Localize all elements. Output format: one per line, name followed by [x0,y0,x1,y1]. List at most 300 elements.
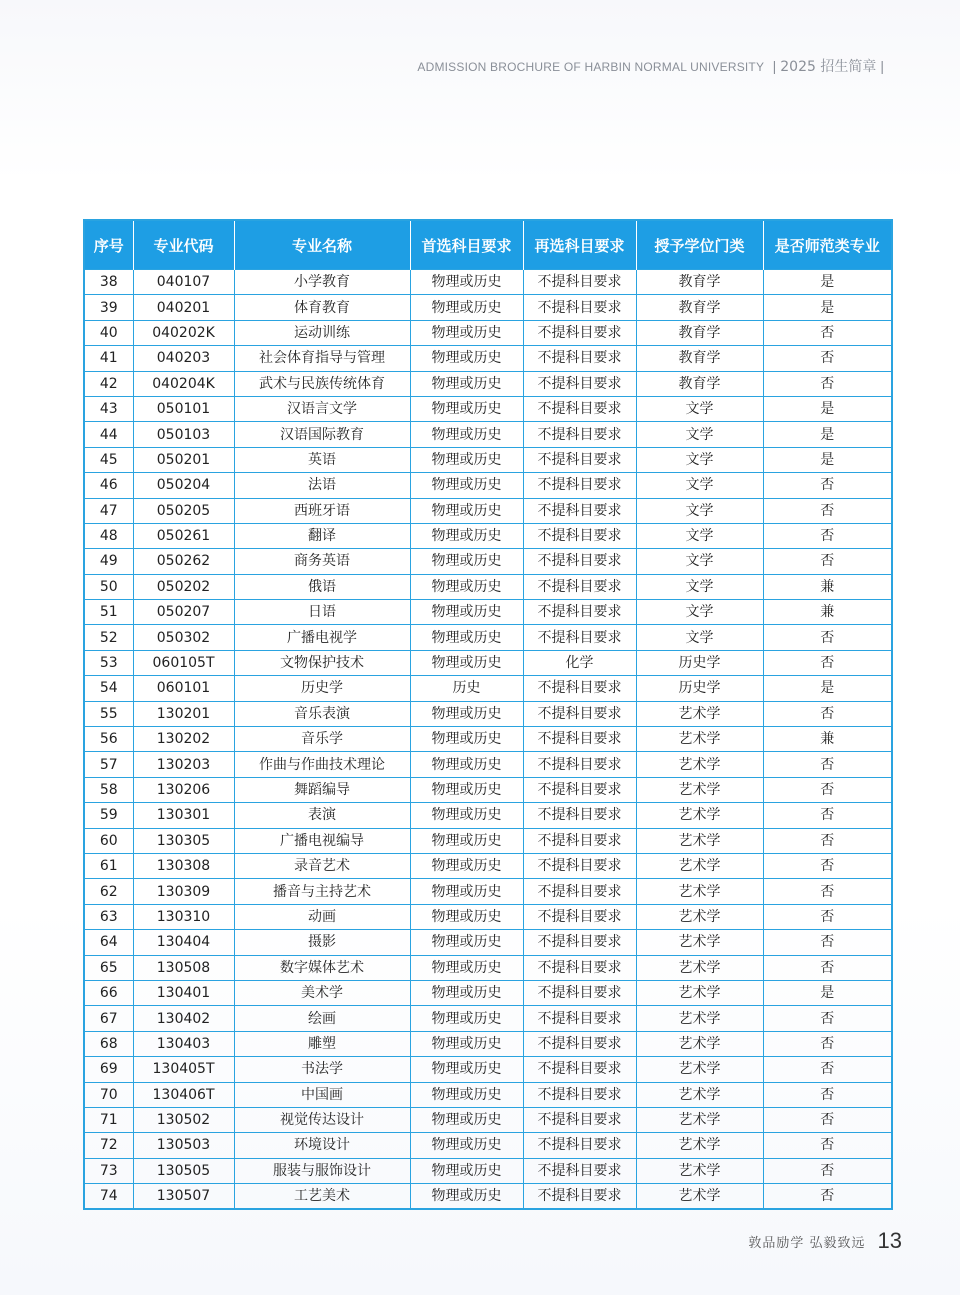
cell-col-degree: 艺术学 [636,853,763,878]
cell-col-major-code: 130310 [133,904,234,929]
cell-col-second-subject: 不提科目要求 [523,447,636,472]
cell-col-major-name: 文物保护技术 [234,650,410,675]
table-row [84,1082,892,1107]
cell-col-normal-major: 否 [763,701,892,726]
cell-col-serial: 43 [84,396,133,421]
cell-col-major-name: 运动训练 [234,320,410,345]
cell-col-normal-major: 是 [763,422,892,447]
cell-col-major-name: 雕塑 [234,1031,410,1056]
cell-col-serial: 42 [84,371,133,396]
cell-col-serial: 45 [84,447,133,472]
table-row [84,1006,892,1031]
cell-col-normal-major: 否 [763,752,892,777]
cell-col-degree: 教育学 [636,346,763,371]
cell-col-serial: 61 [84,853,133,878]
cell-col-degree: 艺术学 [636,980,763,1005]
cell-col-serial: 44 [84,422,133,447]
cell-col-first-subject: 物理或历史 [410,574,523,599]
table-row [84,1158,892,1183]
cell-col-first-subject: 物理或历史 [410,1006,523,1031]
cell-col-major-name: 中国画 [234,1082,410,1107]
cell-col-normal-major: 否 [763,853,892,878]
cell-col-major-name: 汉语国际教育 [234,422,410,447]
cell-col-major-code: 130402 [133,1006,234,1031]
cell-col-normal-major: 是 [763,270,892,295]
cell-col-serial: 69 [84,1057,133,1082]
cell-col-normal-major: 否 [763,1082,892,1107]
cell-col-normal-major: 否 [763,777,892,802]
cell-col-normal-major: 否 [763,1057,892,1082]
cell-col-major-name: 视觉传达设计 [234,1107,410,1132]
table-row [84,904,892,929]
table-row [84,955,892,980]
cell-col-first-subject: 物理或历史 [410,600,523,625]
cell-col-major-code: 060101 [133,676,234,701]
cell-col-normal-major: 否 [763,955,892,980]
cell-col-degree: 艺术学 [636,727,763,752]
cell-col-degree: 文学 [636,600,763,625]
cell-col-first-subject: 物理或历史 [410,270,523,295]
cell-col-normal-major: 是 [763,447,892,472]
cell-col-degree: 艺术学 [636,1107,763,1132]
cell-col-second-subject: 不提科目要求 [523,549,636,574]
cell-col-degree: 教育学 [636,270,763,295]
cell-col-second-subject: 不提科目要求 [523,828,636,853]
cell-col-degree: 文学 [636,523,763,548]
cell-col-major-name: 武术与民族传统体育 [234,371,410,396]
cell-col-serial: 38 [84,270,133,295]
cell-col-second-subject: 不提科目要求 [523,600,636,625]
cell-col-second-subject: 不提科目要求 [523,574,636,599]
cell-col-degree: 艺术学 [636,879,763,904]
cell-col-serial: 70 [84,1082,133,1107]
table-row [84,701,892,726]
cell-col-degree: 艺术学 [636,752,763,777]
cell-col-major-code: 130202 [133,727,234,752]
cell-col-degree: 艺术学 [636,930,763,955]
cell-col-degree: 文学 [636,574,763,599]
cell-col-serial: 52 [84,625,133,650]
table-row [84,777,892,802]
cell-col-first-subject: 物理或历史 [410,1031,523,1056]
cell-col-first-subject: 物理或历史 [410,701,523,726]
cell-col-first-subject: 物理或历史 [410,777,523,802]
cell-col-degree: 文学 [636,473,763,498]
table-row [84,1057,892,1082]
cell-col-degree: 文学 [636,396,763,421]
cell-col-major-name: 美术学 [234,980,410,1005]
table-row [84,422,892,447]
cell-col-second-subject: 不提科目要求 [523,523,636,548]
cell-col-first-subject: 物理或历史 [410,980,523,1005]
cell-col-second-subject: 不提科目要求 [523,727,636,752]
cell-col-second-subject: 不提科目要求 [523,930,636,955]
header-col-first-subject: 首选科目要求 [410,220,523,270]
table-row [84,980,892,1005]
cell-col-first-subject: 物理或历史 [410,625,523,650]
cell-col-normal-major: 否 [763,549,892,574]
cell-col-second-subject: 不提科目要求 [523,422,636,447]
cell-col-first-subject: 物理或历史 [410,1107,523,1132]
table-row [84,1133,892,1158]
cell-col-serial: 64 [84,930,133,955]
cell-col-first-subject: 物理或历史 [410,1184,523,1210]
cell-col-normal-major: 否 [763,1107,892,1132]
cell-col-first-subject: 物理或历史 [410,473,523,498]
cell-col-major-name: 表演 [234,803,410,828]
cell-col-major-code: 130203 [133,752,234,777]
cell-col-serial: 65 [84,955,133,980]
cell-col-major-name: 广播电视编导 [234,828,410,853]
cell-col-major-code: 130301 [133,803,234,828]
cell-col-second-subject: 不提科目要求 [523,1107,636,1132]
cell-col-normal-major: 是 [763,676,892,701]
cell-col-normal-major: 否 [763,879,892,904]
cell-col-major-name: 动画 [234,904,410,929]
table-header-row [84,220,892,270]
cell-col-second-subject: 不提科目要求 [523,803,636,828]
cell-col-normal-major: 否 [763,346,892,371]
cell-col-major-name: 音乐表演 [234,701,410,726]
table-header [84,220,892,270]
table-row [84,600,892,625]
cell-col-first-subject: 物理或历史 [410,828,523,853]
cell-col-normal-major: 否 [763,625,892,650]
cell-col-major-code: 050202 [133,574,234,599]
cell-col-normal-major: 兼 [763,574,892,599]
cell-col-major-code: 050101 [133,396,234,421]
cell-col-second-subject: 不提科目要求 [523,1158,636,1183]
cell-col-second-subject: 不提科目要求 [523,777,636,802]
cell-col-major-name: 摄影 [234,930,410,955]
cell-col-degree: 文学 [636,625,763,650]
cell-col-serial: 71 [84,1107,133,1132]
table-row [84,270,892,295]
cell-col-normal-major: 否 [763,1031,892,1056]
cell-col-normal-major: 否 [763,473,892,498]
table-row [84,295,892,320]
header-col-normal-major: 是否师范类专业 [763,220,892,270]
cell-col-normal-major: 是 [763,295,892,320]
cell-col-major-name: 环境设计 [234,1133,410,1158]
cell-col-normal-major: 否 [763,930,892,955]
cell-col-degree: 艺术学 [636,1057,763,1082]
cell-col-serial: 74 [84,1184,133,1210]
majors-table [83,219,893,1210]
cell-col-major-name: 绘画 [234,1006,410,1031]
cell-col-serial: 51 [84,600,133,625]
cell-col-degree: 历史学 [636,676,763,701]
cell-col-normal-major: 是 [763,980,892,1005]
cell-col-second-subject: 化学 [523,650,636,675]
cell-col-normal-major: 兼 [763,727,892,752]
cell-col-major-code: 130305 [133,828,234,853]
cell-col-serial: 73 [84,1158,133,1183]
cell-col-degree: 文学 [636,447,763,472]
cell-col-major-code: 040201 [133,295,234,320]
page-footer [748,1228,902,1254]
table-row [84,346,892,371]
cell-col-major-code: 050262 [133,549,234,574]
cell-col-degree: 艺术学 [636,1082,763,1107]
cell-col-first-subject: 物理或历史 [410,523,523,548]
cell-col-second-subject: 不提科目要求 [523,1031,636,1056]
cell-col-serial: 58 [84,777,133,802]
table-row [84,523,892,548]
table-row [84,752,892,777]
table-row [84,549,892,574]
cell-col-major-name: 工艺美术 [234,1184,410,1210]
cell-col-degree: 艺术学 [636,955,763,980]
cell-col-major-name: 西班牙语 [234,498,410,523]
cell-col-degree: 教育学 [636,371,763,396]
cell-col-major-code: 040204K [133,371,234,396]
cell-col-second-subject: 不提科目要求 [523,320,636,345]
cell-col-major-code: 130206 [133,777,234,802]
cell-col-serial: 62 [84,879,133,904]
cell-col-serial: 63 [84,904,133,929]
cell-col-major-code: 060105T [133,650,234,675]
cell-col-major-name: 数字媒体艺术 [234,955,410,980]
cell-col-first-subject: 物理或历史 [410,295,523,320]
cell-col-second-subject: 不提科目要求 [523,371,636,396]
cell-col-major-code: 130401 [133,980,234,1005]
header-col-second-subject: 再选科目要求 [523,220,636,270]
cell-col-major-name: 社会体育指导与管理 [234,346,410,371]
cell-col-first-subject: 物理或历史 [410,803,523,828]
cell-col-major-code: 130502 [133,1107,234,1132]
table-row [84,574,892,599]
cell-col-serial: 56 [84,727,133,752]
table-row [84,625,892,650]
cell-col-second-subject: 不提科目要求 [523,396,636,421]
cell-col-serial: 53 [84,650,133,675]
cell-col-major-code: 130508 [133,955,234,980]
cell-col-second-subject: 不提科目要求 [523,904,636,929]
cell-col-degree: 艺术学 [636,803,763,828]
cell-col-serial: 55 [84,701,133,726]
cell-col-first-subject: 物理或历史 [410,422,523,447]
cell-col-major-code: 050207 [133,600,234,625]
cell-col-normal-major: 否 [763,1184,892,1210]
cell-col-first-subject: 历史 [410,676,523,701]
cell-col-major-name: 法语 [234,473,410,498]
cell-col-degree: 艺术学 [636,1133,763,1158]
cell-col-major-name: 汉语言文学 [234,396,410,421]
cell-col-major-code: 050204 [133,473,234,498]
cell-col-major-code: 050302 [133,625,234,650]
cell-col-normal-major: 否 [763,498,892,523]
header-col-serial: 序号 [84,220,133,270]
cell-col-second-subject: 不提科目要求 [523,346,636,371]
cell-col-first-subject: 物理或历史 [410,371,523,396]
table-row [84,650,892,675]
header-separator-left: | [772,58,777,74]
cell-col-second-subject: 不提科目要求 [523,270,636,295]
cell-col-serial: 60 [84,828,133,853]
cell-col-major-name: 音乐学 [234,727,410,752]
cell-col-second-subject: 不提科目要求 [523,1006,636,1031]
cell-col-major-code: 130308 [133,853,234,878]
cell-col-second-subject: 不提科目要求 [523,853,636,878]
cell-col-major-name: 翻译 [234,523,410,548]
cell-col-first-subject: 物理或历史 [410,346,523,371]
cell-col-normal-major: 否 [763,803,892,828]
table-row [84,1184,892,1210]
cell-col-first-subject: 物理或历史 [410,320,523,345]
cell-col-first-subject: 物理或历史 [410,727,523,752]
cell-col-major-code: 050103 [133,422,234,447]
cell-col-major-name: 广播电视学 [234,625,410,650]
cell-col-normal-major: 否 [763,828,892,853]
cell-col-second-subject: 不提科目要求 [523,1184,636,1210]
cell-col-first-subject: 物理或历史 [410,752,523,777]
cell-col-degree: 艺术学 [636,904,763,929]
cell-col-first-subject: 物理或历史 [410,879,523,904]
cell-col-serial: 54 [84,676,133,701]
cell-col-first-subject: 物理或历史 [410,396,523,421]
cell-col-serial: 57 [84,752,133,777]
cell-col-normal-major: 否 [763,1006,892,1031]
cell-col-degree: 艺术学 [636,1158,763,1183]
header-col-major-code: 专业代码 [133,220,234,270]
table-row [84,727,892,752]
cell-col-serial: 47 [84,498,133,523]
cell-col-degree: 艺术学 [636,701,763,726]
cell-col-first-subject: 物理或历史 [410,853,523,878]
table-row [84,396,892,421]
cell-col-major-code: 130406T [133,1082,234,1107]
cell-col-second-subject: 不提科目要求 [523,701,636,726]
table-row [84,1031,892,1056]
table-body [84,270,892,1210]
table-row [84,498,892,523]
table-row [84,447,892,472]
cell-col-second-subject: 不提科目要求 [523,473,636,498]
cell-col-degree: 艺术学 [636,1031,763,1056]
cell-col-serial: 39 [84,295,133,320]
cell-col-first-subject: 物理或历史 [410,650,523,675]
cell-col-major-name: 服装与服饰设计 [234,1158,410,1183]
cell-col-degree: 文学 [636,498,763,523]
cell-col-normal-major: 否 [763,523,892,548]
cell-col-serial: 59 [84,803,133,828]
cell-col-serial: 72 [84,1133,133,1158]
cell-col-normal-major: 否 [763,1158,892,1183]
cell-col-major-name: 作曲与作曲技术理论 [234,752,410,777]
cell-col-major-code: 130505 [133,1158,234,1183]
cell-col-degree: 教育学 [636,320,763,345]
cell-col-second-subject: 不提科目要求 [523,752,636,777]
cell-col-first-subject: 物理或历史 [410,955,523,980]
cell-col-normal-major: 否 [763,371,892,396]
cell-col-second-subject: 不提科目要求 [523,498,636,523]
table-row [84,1107,892,1132]
cell-col-major-code: 040107 [133,270,234,295]
cell-col-serial: 67 [84,1006,133,1031]
cell-col-serial: 41 [84,346,133,371]
cell-col-major-code: 130201 [133,701,234,726]
cell-col-degree: 文学 [636,549,763,574]
cell-col-major-code: 130503 [133,1133,234,1158]
cell-col-second-subject: 不提科目要求 [523,676,636,701]
cell-col-major-code: 040203 [133,346,234,371]
cell-col-major-code: 040202K [133,320,234,345]
table-row [84,853,892,878]
cell-col-major-name: 历史学 [234,676,410,701]
table-row [84,473,892,498]
cell-col-major-code: 130404 [133,930,234,955]
cell-col-degree: 艺术学 [636,828,763,853]
cell-col-serial: 66 [84,980,133,1005]
cell-col-major-code: 050261 [133,523,234,548]
cell-col-normal-major: 否 [763,1133,892,1158]
cell-col-first-subject: 物理或历史 [410,930,523,955]
cell-col-major-name: 书法学 [234,1057,410,1082]
cell-col-degree: 教育学 [636,295,763,320]
cell-col-first-subject: 物理或历史 [410,1082,523,1107]
cell-col-degree: 艺术学 [636,1006,763,1031]
cell-col-serial: 49 [84,549,133,574]
cell-col-second-subject: 不提科目要求 [523,980,636,1005]
cell-col-second-subject: 不提科目要求 [523,1082,636,1107]
cell-col-major-name: 录音艺术 [234,853,410,878]
cell-col-first-subject: 物理或历史 [410,1057,523,1082]
cell-col-second-subject: 不提科目要求 [523,879,636,904]
cell-col-first-subject: 物理或历史 [410,549,523,574]
table-row [84,930,892,955]
page-header [417,56,888,76]
cell-col-major-name: 体育教育 [234,295,410,320]
table-row [84,879,892,904]
cell-col-major-code: 130507 [133,1184,234,1210]
cell-col-degree: 艺术学 [636,1184,763,1210]
header-chinese-title: 2025 招生简章 [780,59,877,75]
cell-col-major-code: 130309 [133,879,234,904]
header-col-degree: 授予学位门类 [636,220,763,270]
cell-col-first-subject: 物理或历史 [410,1158,523,1183]
cell-col-first-subject: 物理或历史 [410,498,523,523]
cell-col-normal-major: 否 [763,904,892,929]
cell-col-major-name: 小学教育 [234,270,410,295]
cell-col-major-code: 130403 [133,1031,234,1056]
cell-col-major-name: 日语 [234,600,410,625]
cell-col-normal-major: 否 [763,320,892,345]
cell-col-normal-major: 否 [763,650,892,675]
cell-col-first-subject: 物理或历史 [410,1133,523,1158]
cell-col-major-name: 舞蹈编导 [234,777,410,802]
cell-col-major-code: 050205 [133,498,234,523]
cell-col-second-subject: 不提科目要求 [523,955,636,980]
header-separator-right: | [880,58,884,74]
cell-col-normal-major: 兼 [763,600,892,625]
cell-col-major-code: 130405T [133,1057,234,1082]
cell-col-serial: 48 [84,523,133,548]
cell-col-serial: 46 [84,473,133,498]
cell-col-major-name: 商务英语 [234,549,410,574]
header-col-major-name: 专业名称 [234,220,410,270]
cell-col-second-subject: 不提科目要求 [523,625,636,650]
header-english-title: ADMISSION BROCHURE OF HARBIN NORMAL UNIVERSITY [417,60,765,74]
school-motto: 敦品励学 弘毅致远 [748,1235,866,1251]
cell-col-serial: 40 [84,320,133,345]
cell-col-degree: 历史学 [636,650,763,675]
cell-col-major-code: 050201 [133,447,234,472]
cell-col-serial: 50 [84,574,133,599]
page-number: 13 [877,1228,902,1253]
cell-col-degree: 文学 [636,422,763,447]
cell-col-major-name: 俄语 [234,574,410,599]
